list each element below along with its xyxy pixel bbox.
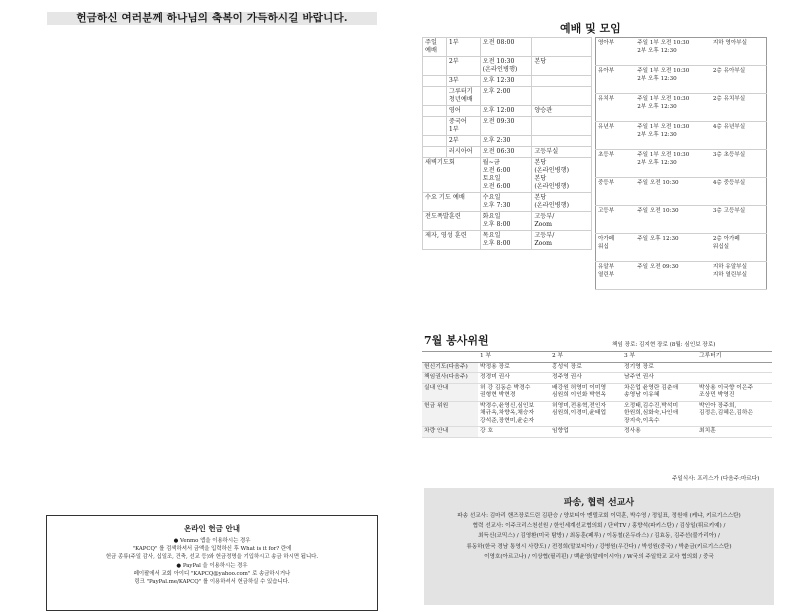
volunteers-role: 책임권사(다음주) — [422, 373, 478, 384]
worship-place — [532, 117, 592, 136]
department-row — [596, 94, 767, 122]
volunteers-header: 2 부 — [550, 352, 622, 363]
department-row — [596, 66, 767, 94]
worship-place: 고등부/ Zoom — [532, 212, 592, 231]
worship-row — [423, 147, 592, 158]
department-time: 주일 1부 오전 10:30 2부 오후 12:30 — [635, 66, 711, 94]
online-line: ● PayPal 을 이용하시는 경우 — [176, 562, 248, 569]
volunteers-row — [422, 362, 772, 373]
worship-part: 영어 — [446, 106, 480, 117]
worship-time: 화요일 오후 8:00 — [480, 212, 532, 231]
online-line: 링크 "PayPal.me/KAPCQ" 를 이용하셔서 헌금하실 수 있습니다. — [134, 579, 290, 586]
department-place: 지하 유알부실 지하 열린부실 — [711, 262, 767, 290]
mission-line: 류동하(한국 경남 통영시 사량도) / 전정희(말보티아) / 강병원(우간다) / 박성원(중국) / 박춘금(키르기스스탄) — [466, 543, 732, 550]
department-name: 유년부 — [596, 122, 636, 150]
department-row — [596, 234, 767, 262]
department-row — [596, 262, 767, 290]
volunteers-row — [422, 427, 772, 438]
blessing-banner: 헌금하신 여러분께 하나님의 축복이 가득하시길 바랍니다. — [47, 12, 377, 25]
worship-part: 1부 — [446, 38, 480, 57]
worship-part: 2부 — [446, 57, 480, 76]
missions-title: 파송, 협력 선교사 — [563, 498, 635, 508]
department-row — [596, 150, 767, 178]
volunteers-note: 책임 장로: 김지현 장로 (8월: 심인보 장로) — [612, 342, 716, 348]
volunteers-cell: 박경수,윤영신,심인보 채규옥,차향옥,채승자 강석준,장현미,윤순자 — [478, 401, 550, 427]
department-name: 유치부 — [596, 94, 636, 122]
volunteers-table — [422, 351, 772, 438]
worship-time: 목요일 오후 8:00 — [480, 231, 532, 250]
worship-cat — [423, 76, 447, 87]
worship-part: 그루터기 청년예배 — [446, 87, 480, 106]
mission-line: 최득신(코믹스) / 김영환(미국 탐방) / 최동훈(페루) / 이동철(온두라스) / 김효동, 김주선(불가리아) / — [478, 533, 720, 540]
worship-place: 고등부/ Zoom — [532, 231, 592, 250]
department-time: 주일 1부 오전 10:30 2부 오후 12:30 — [635, 38, 711, 66]
worship-cat: 주일 예배 — [423, 38, 447, 57]
worship-place: 양승관 — [532, 106, 592, 117]
volunteers-role: 차량 안내 — [422, 427, 478, 438]
worship-cat — [423, 57, 447, 76]
worship-time: 수요일 오후 7:30 — [480, 193, 532, 212]
meal-note: 주일식사: 프리스가 (다음주:마르다) — [672, 476, 760, 482]
volunteers-cell: 박인아 장주희, 김정은,김혜은,김하은 — [697, 401, 772, 427]
mission-line: 파송 선교사: 김마리 핸즈장로드린 김판승 / 양보티아 멘델코회 이덕훈, 박수영 / 정일표, 정원애 (케냐, 키르기스스탄) — [457, 513, 741, 519]
department-name: 유아부 — [596, 66, 636, 94]
worship-row — [423, 76, 592, 87]
worship-time: 오전 10:30 (온라인병행) — [480, 57, 532, 76]
department-time: 주일 오전 09:30 — [635, 262, 711, 290]
worship-row — [423, 193, 592, 212]
volunteers-cell: 박정용 장로 — [478, 362, 550, 373]
volunteers-header: 3 부 — [622, 352, 697, 363]
volunteers-cell: 최치훈 — [697, 427, 772, 438]
department-place: 4층 유년부실 — [711, 122, 767, 150]
worship-place: 고등부실 — [532, 147, 592, 158]
department-name: 아가페 워십 — [596, 234, 636, 262]
worship-cat: 제자, 영성 훈련 — [423, 231, 481, 250]
department-name: 초등부 — [596, 150, 636, 178]
volunteers-header: 그루터기 — [697, 352, 772, 363]
department-name: 중등부 — [596, 178, 636, 206]
worship-part: 2부 — [446, 136, 480, 147]
worship-row — [423, 87, 592, 106]
department-time: 주일 1부 오전 10:30 2부 오후 12:30 — [635, 94, 711, 122]
worship-row — [423, 231, 592, 250]
online-line: 페이팔에서 교회 아이디 "KAPCQ@yahoo.com" 로 송금하시거나 — [133, 570, 291, 577]
volunteers-cell: 박상용 이국향 이은주 조상민 박영진 — [697, 383, 772, 401]
volunteers-role: 실내 안내 — [422, 383, 478, 401]
online-line: ● Venmo 앱을 이용하시는 경우 — [173, 538, 251, 544]
worship-cat — [423, 117, 447, 136]
department-row — [596, 206, 767, 234]
department-place: 3층 고등부실 — [711, 206, 767, 234]
worship-place — [532, 76, 592, 87]
volunteers-header — [422, 352, 478, 363]
worship-time: 오후 2:00 — [480, 87, 532, 106]
worship-row — [423, 38, 592, 57]
department-time: 주일 오후 12:30 — [635, 234, 711, 262]
department-row — [596, 122, 767, 150]
volunteers-row — [422, 401, 772, 427]
department-name: 고등부 — [596, 206, 636, 234]
volunteers-cell: 남주연 권사 — [622, 373, 697, 384]
volunteers-cell: 배강원 허영미 이미영 심원희 이인화 박현옥 — [550, 383, 622, 401]
volunteers-cell: 정사용 — [622, 427, 697, 438]
department-row — [596, 178, 767, 206]
worship-time: 오후 12:00 — [480, 106, 532, 117]
volunteers-role: 헌신기도(다음주) — [422, 362, 478, 373]
volunteers-row — [422, 383, 772, 401]
volunteers-cell: 강 호 — [478, 427, 550, 438]
volunteers-cell: 홍성익 장로 — [550, 362, 622, 373]
department-time: 주일 1부 오전 10:30 2부 오후 12:30 — [635, 122, 711, 150]
missions-body — [424, 511, 774, 562]
worship-row — [423, 212, 592, 231]
missions-box — [424, 488, 774, 605]
volunteers-cell: 차은업 윤영란 김춘애 송영남 이유혜 — [622, 383, 697, 401]
online-line: 헌금 종류(주일 감사, 십일조, 건축, 선교 등)와 헌금정명을 기입하시고 송금 하시면 됩니다. — [105, 554, 319, 561]
volunteers-title: 7월 봉사위원 — [424, 334, 489, 347]
department-place: 지하 영아부실 — [711, 38, 767, 66]
volunteers-row — [422, 373, 772, 384]
online-line: "KAPCQ" 를 검색하셔서 금액을 입력하신 후 What is it for? 란에 — [132, 546, 292, 553]
department-place: 4층 중등부실 — [711, 178, 767, 206]
department-table — [595, 37, 767, 290]
worship-place — [532, 136, 592, 147]
volunteers-header-row — [422, 352, 772, 363]
worship-title: 예배 및 모임 — [560, 22, 621, 35]
worship-part: 중국어 1부 — [446, 117, 480, 136]
volunteers-cell — [697, 373, 772, 384]
worship-table — [422, 37, 592, 250]
department-time: 주일 오전 10:30 — [635, 178, 711, 206]
volunteers-cell: 정주영 권사 — [550, 373, 622, 384]
worship-row — [423, 106, 592, 117]
worship-time: 오전 08:00 — [480, 38, 532, 57]
worship-cat: 새벽기도회 — [423, 158, 481, 193]
worship-time: 월~금 오전 6:00 토요일 오전 6:00 — [480, 158, 532, 193]
department-row — [596, 38, 767, 66]
mission-line: 협력 선교사: 이주크리스천선원 / 한인세계선교협의회 / 단비TV / 홍향석(파키스탄) / 김상일(튀르키예) / — [472, 523, 726, 530]
department-name: 유알부 열린부 — [596, 262, 636, 290]
worship-row — [423, 57, 592, 76]
worship-cat: 수요 기도 예배 — [423, 193, 481, 212]
department-place: 2층 유치부실 — [711, 94, 767, 122]
online-giving-body — [47, 537, 377, 586]
worship-row — [423, 158, 592, 193]
volunteers-cell — [697, 362, 772, 373]
volunteers-cell: 정경미 권사 — [478, 373, 550, 384]
worship-row — [423, 136, 592, 147]
volunteers-header: 1 부 — [478, 352, 550, 363]
volunteers-cell: 허영미,전용혁,전인자 심원희,이경미,윤태업 — [550, 401, 622, 427]
worship-place — [532, 38, 592, 57]
department-name: 영아부 — [596, 38, 636, 66]
worship-time: 오전 09:30 — [480, 117, 532, 136]
worship-place: 본당 (온라인병행) — [532, 193, 592, 212]
worship-cat — [423, 147, 447, 158]
worship-time: 오후 12:30 — [480, 76, 532, 87]
department-place: 2층 아가페 워십실 — [711, 234, 767, 262]
worship-place — [532, 87, 592, 106]
department-time: 주일 오전 10:30 — [635, 206, 711, 234]
online-giving-title: 온라인 헌금 안내 — [184, 524, 240, 533]
worship-part: 러시아어 — [446, 147, 480, 158]
volunteers-role: 헌금 위원 — [422, 401, 478, 427]
department-place: 3층 초등부실 — [711, 150, 767, 178]
worship-time: 오전 06:30 — [480, 147, 532, 158]
worship-cat — [423, 106, 447, 117]
mission-line: 이영호(아르고나) / 이상협(필리핀) / 백윤영(말레이시아) / W국의 주일학교 교사 협의회 / 중국 — [484, 553, 714, 560]
worship-place: 본당 — [532, 57, 592, 76]
worship-part: 3부 — [446, 76, 480, 87]
worship-cat — [423, 87, 447, 106]
volunteers-cell: 허 강 김동순 박경수 권형현 박현경 — [478, 383, 550, 401]
department-time: 주일 1부 오전 10:30 2부 오후 12:30 — [635, 150, 711, 178]
worship-time: 오후 2:30 — [480, 136, 532, 147]
volunteers-cell: 임향업 — [550, 427, 622, 438]
department-place: 2층 유아부실 — [711, 66, 767, 94]
volunteers-cell: 정기영 장로 — [622, 362, 697, 373]
online-giving-box — [46, 515, 378, 611]
volunteers-cell: 오정태,김수진,박석미 한원희,심화숙,나인애 장지숙,이옥수 — [622, 401, 697, 427]
worship-place: 본당 (온라인병행) 본당 (온라인병행) — [532, 158, 592, 193]
worship-row — [423, 117, 592, 136]
worship-cat — [423, 136, 447, 147]
worship-cat: 전도폭발훈련 — [423, 212, 481, 231]
